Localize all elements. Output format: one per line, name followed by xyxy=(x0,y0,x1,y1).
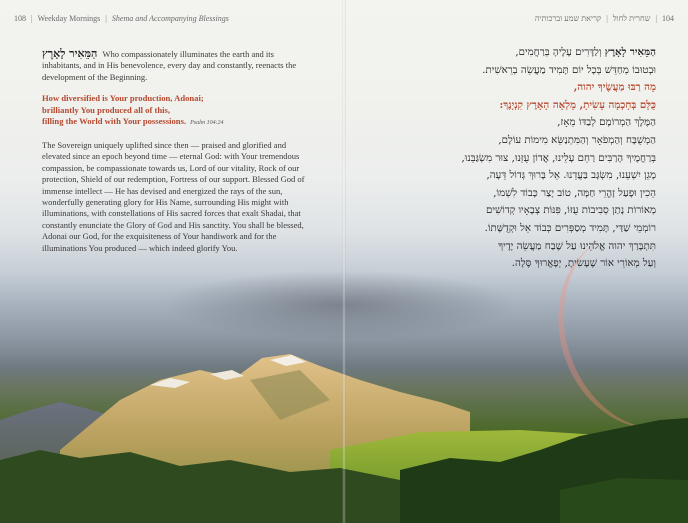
hebrew-line: הַמְשֻׁבָּח וְהַמְפֹאָר וְהַמִּתְנַשֵּׂא מִימוֹת עוֹלָם, xyxy=(498,134,656,146)
header-separator: | xyxy=(105,14,107,23)
refrain-line xyxy=(42,116,314,130)
refrain-line: How diversified is Your production, Adonai; xyxy=(42,93,204,104)
hebrew-line-text: וְלַדָּרִים עָלֶיהָ בְּרַחֲמִים, xyxy=(515,47,602,58)
hebrew-line xyxy=(366,44,656,62)
hebrew-line: וְעַל מְאוֹרֵי אוֹר שֶׁעָשִׂיתָ, יְפָאֲרוּךָ סֶּלָה. xyxy=(511,258,656,270)
hebrew-line: מְאוֹרוֹת נָתַן סְבִיבוֹת עֻזּוֹ, פִּנּוֹת צְבָאָיו קְדוֹשִׁים xyxy=(486,205,656,217)
english-text-column xyxy=(42,48,314,254)
header-separator: | xyxy=(655,14,657,23)
psalm-citation: Psalm 104:24 xyxy=(190,120,224,127)
right-subsection-title: קריאת שמע וברכותיה xyxy=(534,14,602,23)
hebrew-text-column xyxy=(366,44,656,273)
hebrew-line: בְּרַחֲמֶיךָ הָרַבִּים רַחֵם עָלֵינוּ, אֲדוֹן עֻזֵּנוּ, צוּר מִשְׂגַּבֵּנוּ, xyxy=(461,152,656,164)
left-page-header xyxy=(14,14,229,23)
hebrew-line: הַמֶּלֶךְ הַמְרוֹמָם לְבַדּוֹ מֵאָז, xyxy=(557,117,656,129)
hebrew-line: וּבְטוּבוֹ מְחַדֵּשׁ בְּכָל יוֹם תָּמִיד מַעֲשֵׂה בְרֵאשִׁית. xyxy=(482,64,656,76)
hebrew-line: תִּתְבָּרַךְ יהוה אֱלֹהֵינוּ עַל שֶׁבַח מַעֲשֵׂה יָדֶיךָ xyxy=(498,240,656,252)
header-separator: | xyxy=(31,14,33,23)
left-subsection-title: Shema and Accompanying Blessings xyxy=(111,14,229,23)
english-intro-text: Who compassionately illuminates the earth and its inhabitants, and in His benevolence, every day and constantly, reenacts the development of the Beginning. xyxy=(42,49,297,82)
header-separator: | xyxy=(606,14,608,23)
hebrew-refrain-line: כֻּלָּם בְּחָכְמָה עָשִׂיתָ, מָלְאָה הָאָרֶץ קִנְיָנֶךָ: xyxy=(499,98,656,111)
hebrew-refrain-line: מָה רַבּוּ מַעֲשֶׂיךָ יהוה, xyxy=(573,81,656,94)
right-section-title: שחרית לחול xyxy=(612,14,651,23)
refrain-line: brilliantly You produced all of this, xyxy=(42,104,170,115)
hebrew-opening-words: הַמֵּאִיר לָאָרֶץ xyxy=(604,46,656,58)
hebrew-line: מָגֵן יִשְׁעֵנוּ, מִשְׂגָּב בַּעֲדֵנוּ. אֵל בָּרוּךְ גְּדוֹל דֵּעָה, xyxy=(486,170,656,182)
left-section-title: Weekday Mornings xyxy=(37,14,101,23)
page-gutter xyxy=(342,0,346,523)
hebrew-line: הֵכִין וּפָעַל זָהֳרֵי חַמָּה, טוֹב יָצַר כָּבוֹד לִשְׁמוֹ, xyxy=(493,187,656,199)
refrain-line-text: filling the World with Your possessions. xyxy=(42,116,187,127)
english-body-paragraph: The Sovereign uniquely uplifted since then — praised and glorified and elevated since an epoch beyond time — eternal God: with Your tremendous compassion, be compassionate towards us, Lord of our vitality, Rock of our protection, Shield of our redemption, Fortress of our support. Blessed God of immense intellect — He has devised and energized the rays of the sun, wonderfully generating glory for His Name, surrounding His might with illuminations, with constellations of His sacred forces that exalt Shadai, that constantly enunciate the Glory of God and His sanctity. You shall be blessed, Adonai our God, for the exquisiteness of Your handiwork and for the illuminations You produced — which indeed glorify You. xyxy=(42,140,305,253)
storm-cloud xyxy=(160,270,520,340)
right-page-number: 104 xyxy=(662,14,674,23)
opening-hebrew-words: הַמֵּאִיר לָאָרֶץ xyxy=(42,47,98,60)
right-page-header xyxy=(535,14,674,23)
english-refrain xyxy=(42,93,314,130)
left-page-number: 108 xyxy=(14,14,26,23)
hebrew-line: רוֹמְמֵי שַׁדַּי, תָּמִיד מְסַפְּרִים כְּבוֹד אֵל וּקְדֻשָּׁתוֹ. xyxy=(484,222,656,234)
english-intro-paragraph xyxy=(42,48,314,83)
